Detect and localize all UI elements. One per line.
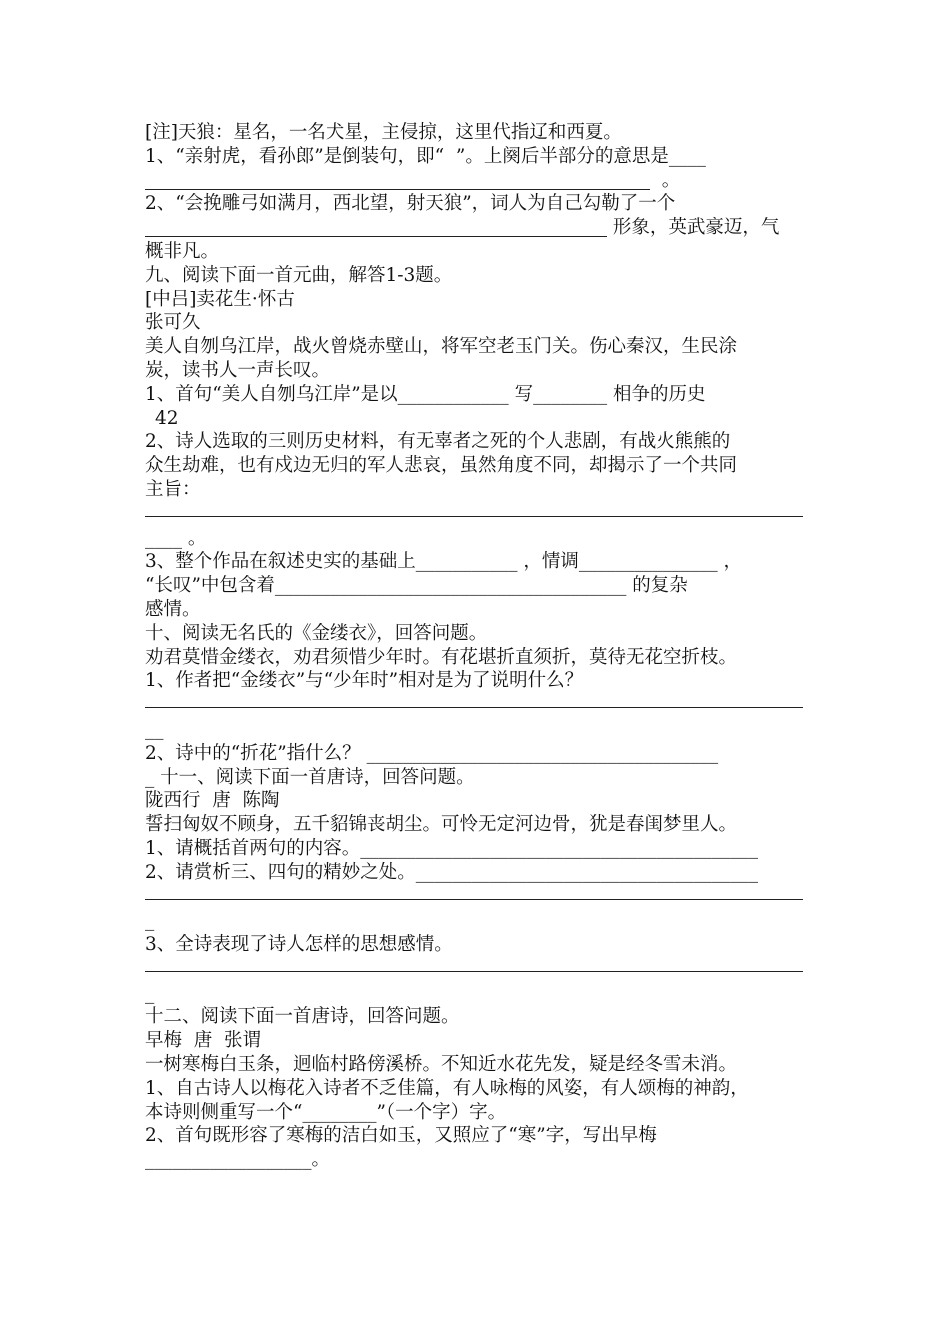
answer-underline — [145, 885, 803, 900]
answer-end: ____ 。 — [145, 527, 207, 549]
poem-text: 美人自刎乌江岸，战火曾烧赤壁山，将军空老玉门关。伤心秦汉，生民涂 — [145, 336, 738, 358]
answer-underline — [145, 957, 803, 972]
answer-line — [145, 216, 810, 240]
answer-end: __ — [145, 718, 164, 740]
section-10-heading: 十、阅读无名氏的《金缕衣》，回答问题。 — [145, 622, 488, 644]
question-8-2-end: 概非凡。 — [145, 240, 220, 262]
question-8-2: 2、“会挽雕弓如满月，西北望，射天狼”，词人为自己勾勒了一个 — [145, 193, 676, 215]
answer-underline — [145, 693, 803, 708]
answer-end: _ — [145, 982, 155, 1004]
question-9-3: 3、整个作品在叙述史实的基础上___________ ，情调_______________ ， — [145, 551, 743, 573]
worksheet-content — [145, 121, 810, 1172]
answer-end: _ — [145, 910, 155, 932]
poem-title: 陇西行 唐 陈陶 — [145, 790, 280, 812]
question-12-1-cont: 本诗则侧重写一个“________”（一个字）字。 — [145, 1101, 507, 1123]
section-11-heading: _ 十一、阅读下面一首唐诗，回答问题。 — [145, 766, 475, 788]
question-9-2-cont: 众生劫难，也有戍边无归的军人悲哀，虽然角度不同，却揭示了一个共同 — [145, 455, 738, 477]
poem-text: 劝君莫惜金缕衣，劝君须惜少年时。有花堪折直须折，莫待无花空折枝。 — [145, 646, 738, 668]
question-11-1: 1、请概括首两句的内容。___________________________________________ — [145, 837, 759, 859]
question-11-3: 3、全诗表现了诗人怎样的思想感情。 — [145, 934, 453, 956]
poem-text: 一树寒梅白玉条，迥临村路傍溪桥。不知近水花先发，疑是经冬雪未消。 — [145, 1054, 738, 1076]
line-end-mark: 。 — [661, 169, 681, 191]
question-12-2: 2、首句既形容了寒梅的洁白如玉，又照应了“寒”字，写出早梅 — [145, 1125, 657, 1147]
poem-title: 早梅 唐 张谓 — [145, 1030, 262, 1052]
section-9-heading: 九、阅读下面一首元曲，解答1-3题。 — [145, 264, 453, 286]
poem-text: 誓扫匈奴不顾身，五千貂锦丧胡尘。可怜无定河边骨，犹是春闺梦里人。 — [145, 814, 738, 836]
poem-text: 炭，读书人一声长叹。 — [145, 359, 331, 381]
blank-underline — [145, 218, 607, 237]
blank-underline — [145, 171, 650, 190]
question-8-1: 1、“亲射虎，看孙郎”是倒装句，即“ ”。上阕后半部分的意思是____ — [145, 145, 706, 167]
page-number: 42 — [155, 407, 179, 429]
question-10-1: 1、作者把“金缕衣”与“少年时”相对是为了说明什么？ — [145, 670, 584, 692]
question-9-3-cont: “长叹”中包含着______________________________________ 的复杂 — [145, 575, 688, 597]
question-9-2-cont: 主旨： — [145, 478, 201, 500]
answer-underline — [145, 502, 803, 517]
poem-author: 张可久 — [145, 312, 201, 334]
question-12-1: 1、自古诗人以梅花入诗者不乏佳篇，有人咏梅的风姿，有人颂梅的神韵， — [145, 1077, 749, 1099]
question-9-3-end: 感情。 — [145, 598, 201, 620]
question-10-2: 2、诗中的“折花”指什么？ ______________________________________ — [145, 742, 719, 764]
question-8-2-cont: 形象，英武豪迈，气 — [612, 217, 780, 239]
question-12-2-cont: __________________。 — [145, 1149, 331, 1171]
section-12-heading: 十二、阅读下面一首唐诗，回答问题。 — [145, 1006, 460, 1028]
note-tianlang: [注]天狼：星名，一名犬星，主侵掠，这里代指辽和西夏。 — [145, 122, 622, 143]
question-11-2: 2、请赏析三、四句的精妙之处。_____________________________________ — [145, 861, 759, 883]
question-9-1: 1、首句“美人自刎乌江岸”是以____________ 写________ 相争的历史 — [145, 383, 706, 405]
answer-line — [145, 169, 810, 193]
question-9-2: 2、诗人选取的三则历史材料，有无辜者之死的个人悲剧，有战火熊熊的 — [145, 431, 731, 453]
poem-title: [中吕]卖花生·怀古 — [145, 288, 295, 310]
